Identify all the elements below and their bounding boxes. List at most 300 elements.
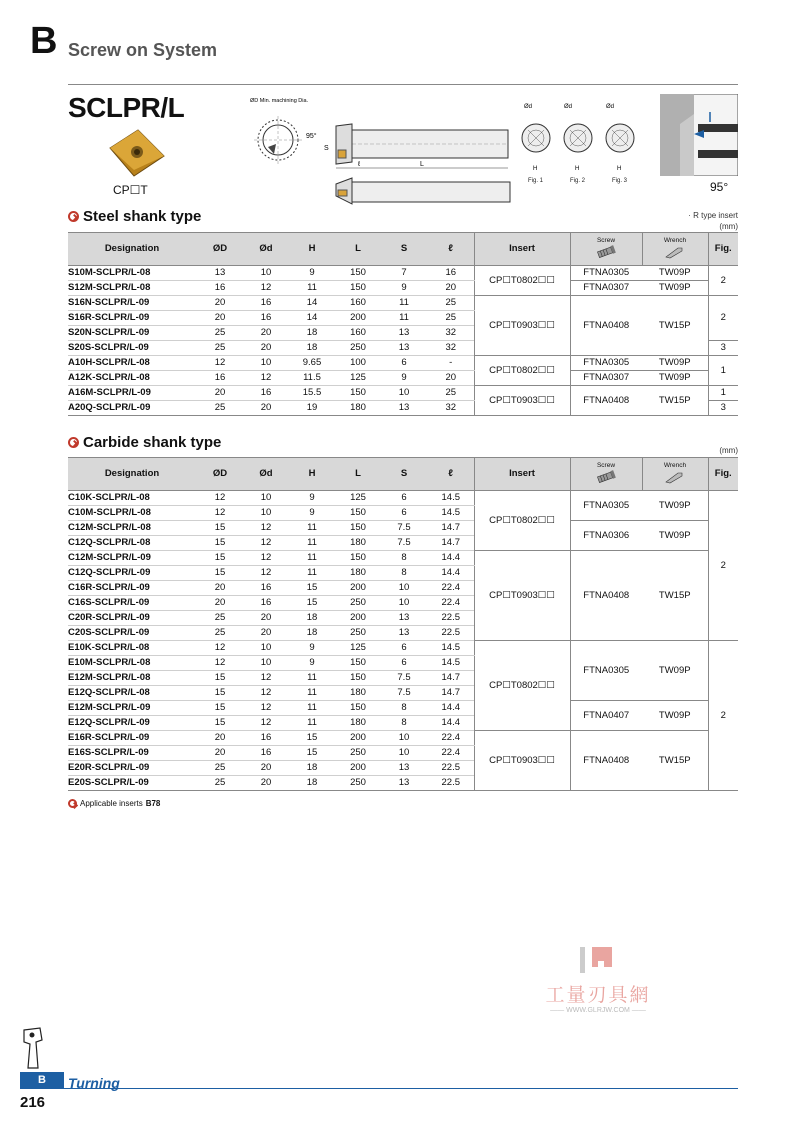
- cell-s: 8: [380, 551, 428, 566]
- cell-insert: CP☐T0802☐☐: [474, 491, 570, 551]
- cell-ell: 22.4: [428, 746, 474, 761]
- section-letter: B: [30, 20, 58, 62]
- product-title: SCLPR/L: [68, 92, 185, 123]
- cell-s: 13: [380, 401, 428, 416]
- cell-designation: C16R-SCLPR/L-09: [68, 581, 196, 596]
- cell-d-outer: 15: [196, 521, 244, 536]
- cell-d-inner: 12: [244, 701, 288, 716]
- cell-h: 18: [288, 776, 336, 791]
- cell-ell: 22.4: [428, 596, 474, 611]
- cell-h: 9: [288, 656, 336, 671]
- cell-d-inner: 12: [244, 686, 288, 701]
- cell-s: 6: [380, 641, 428, 656]
- cell-d-outer: 15: [196, 701, 244, 716]
- cell-h: 9: [288, 641, 336, 656]
- wrench-icon: [664, 470, 686, 484]
- footer-category: Turning: [68, 1075, 120, 1091]
- steel-section-title: [68, 208, 201, 225]
- fig1-section: [522, 104, 550, 184]
- cell-ell: 14.7: [428, 671, 474, 686]
- cell-ell: 14.7: [428, 521, 474, 536]
- cell-h: 15.5: [288, 386, 336, 401]
- cell-ell: 22.5: [428, 776, 474, 791]
- cell-d-inner: 12: [244, 521, 288, 536]
- cell-l: 150: [336, 656, 380, 671]
- cell-h: 18: [288, 326, 336, 341]
- cell-s: 10: [380, 386, 428, 401]
- col-insert: Insert: [474, 458, 570, 491]
- cell-designation: E12Q-SCLPR/L-08: [68, 686, 196, 701]
- cell-d-inner: 20: [244, 341, 288, 356]
- applicable-label: Applicable inserts: [80, 799, 143, 808]
- cell-h: 18: [288, 626, 336, 641]
- cell-d-outer: 25: [196, 326, 244, 341]
- cell-d-inner: 12: [244, 371, 288, 386]
- cell-h: 14: [288, 296, 336, 311]
- cell-wrench: TW09P: [642, 356, 708, 371]
- col-S: S: [380, 233, 428, 266]
- watermark-url: —— WWW.GLRJW.COM ——: [550, 1007, 646, 1014]
- cell-h: 18: [288, 611, 336, 626]
- cell-insert: CP☐T0802☐☐: [474, 641, 570, 731]
- fig2-label: Fig. 2: [570, 178, 586, 184]
- cell-l: 125: [336, 371, 380, 386]
- cell-screw: FTNA0306: [570, 521, 642, 551]
- cell-l: 150: [336, 701, 380, 716]
- cell-h: 18: [288, 341, 336, 356]
- cell-l: 150: [336, 671, 380, 686]
- cell-d-inner: 10: [244, 266, 288, 281]
- cell-d-inner: 12: [244, 551, 288, 566]
- cell-s: 6: [380, 356, 428, 371]
- cell-l: 160: [336, 326, 380, 341]
- arrow-circle-icon: [68, 211, 79, 222]
- cell-d-outer: 20: [196, 311, 244, 326]
- cell-s: 7: [380, 266, 428, 281]
- cell-h: 11.5: [288, 371, 336, 386]
- carbide-shank-table: [68, 457, 738, 791]
- cell-screw: FTNA0408: [570, 296, 642, 356]
- col-designation: Designation: [68, 233, 196, 266]
- cell-d-inner: 16: [244, 311, 288, 326]
- steel-title-text: Steel shank type: [83, 208, 202, 225]
- watermark: [528, 945, 668, 1014]
- header-divider: [68, 84, 738, 85]
- col-ell: ℓ: [428, 458, 474, 491]
- watermark-logo: [578, 945, 618, 975]
- cell-insert: CP☐T0903☐☐: [474, 731, 570, 791]
- table-row: [68, 371, 738, 386]
- col-D: ØD: [196, 458, 244, 491]
- col-fig: Fig.: [708, 233, 738, 266]
- fig3-section: [606, 104, 634, 184]
- cell-d-outer: 16: [196, 371, 244, 386]
- application-illustration: [660, 94, 738, 176]
- arrow-circle-icon: [68, 799, 77, 808]
- col-wrench: [642, 458, 708, 491]
- cell-d-outer: 15: [196, 686, 244, 701]
- turning-tool-icon: [20, 1026, 50, 1070]
- screw-header-label: Screw: [596, 461, 616, 469]
- cell-d-outer: 20: [196, 746, 244, 761]
- cell-designation: A16M-SCLPR/L-09: [68, 386, 196, 401]
- footer-section-tab: B: [20, 1072, 64, 1089]
- cell-d-outer: 12: [196, 506, 244, 521]
- cell-designation: C10K-SCLPR/L-08: [68, 491, 196, 506]
- arrow-circle-icon: [68, 437, 79, 448]
- cell-l: 200: [336, 611, 380, 626]
- cell-s: 10: [380, 746, 428, 761]
- cell-h: 11: [288, 716, 336, 731]
- cell-fig: 2: [708, 491, 738, 641]
- cell-l: 250: [336, 776, 380, 791]
- cell-designation: A12K-SCLPR/L-08: [68, 371, 196, 386]
- cell-d-inner: 12: [244, 281, 288, 296]
- wrench-header-label: Wrench: [663, 236, 687, 244]
- cell-h: 9: [288, 506, 336, 521]
- cell-designation: E12M-SCLPR/L-09: [68, 701, 196, 716]
- col-H: H: [288, 458, 336, 491]
- col-d: Ød: [244, 458, 288, 491]
- footer-divider: [64, 1088, 738, 1089]
- cell-d-inner: 16: [244, 296, 288, 311]
- cell-designation: E20S-SCLPR/L-09: [68, 776, 196, 791]
- cell-d-outer: 20: [196, 386, 244, 401]
- fig2-h-label: H: [575, 166, 580, 172]
- cell-designation: C10M-SCLPR/L-08: [68, 506, 196, 521]
- cell-d-outer: 15: [196, 566, 244, 581]
- cell-l: 250: [336, 746, 380, 761]
- cell-d-outer: 15: [196, 551, 244, 566]
- cell-screw: FTNA0408: [570, 731, 642, 791]
- cell-d-inner: 20: [244, 626, 288, 641]
- s-label: S: [324, 145, 329, 152]
- cell-wrench: TW09P: [642, 701, 708, 731]
- cell-d-inner: 16: [244, 386, 288, 401]
- cell-l: 150: [336, 506, 380, 521]
- cell-designation: E12M-SCLPR/L-08: [68, 671, 196, 686]
- cell-ell: 14.4: [428, 716, 474, 731]
- cell-ell: -: [428, 356, 474, 371]
- cell-s: 6: [380, 491, 428, 506]
- cell-d-inner: 12: [244, 716, 288, 731]
- cell-l: 200: [336, 581, 380, 596]
- cell-s: 9: [380, 371, 428, 386]
- cell-d-inner: 16: [244, 746, 288, 761]
- cell-h: 15: [288, 731, 336, 746]
- cell-screw: FTNA0305: [570, 266, 642, 281]
- cell-designation: S16R-SCLPR/L-09: [68, 311, 196, 326]
- cell-d-outer: 12: [196, 356, 244, 371]
- cell-h: 18: [288, 761, 336, 776]
- insert-icon: [104, 126, 168, 180]
- cell-insert: CP☐T0802☐☐: [474, 266, 570, 296]
- screw-icon: [595, 245, 617, 259]
- col-L: L: [336, 233, 380, 266]
- cell-l: 150: [336, 521, 380, 536]
- col-H: H: [288, 233, 336, 266]
- min-dia-label: ØD Min. machining Dia.: [250, 98, 309, 104]
- steel-shank-table: [68, 232, 738, 416]
- cell-ell: 25: [428, 311, 474, 326]
- fig1-h-label: H: [533, 166, 538, 172]
- cell-s: 7.5: [380, 686, 428, 701]
- col-S: S: [380, 458, 428, 491]
- r-type-note: · R type insert: [688, 211, 738, 220]
- cell-l: 180: [336, 716, 380, 731]
- cell-wrench: TW15P: [642, 296, 708, 356]
- cell-wrench: TW09P: [642, 266, 708, 281]
- table-row: [68, 641, 738, 656]
- tool-schematic: [240, 92, 520, 212]
- cell-designation: E12Q-SCLPR/L-09: [68, 716, 196, 731]
- steel-unit-note: (mm): [719, 222, 738, 231]
- cell-s: 6: [380, 656, 428, 671]
- cell-s: 13: [380, 341, 428, 356]
- cell-d-outer: 15: [196, 536, 244, 551]
- carbide-unit-note: (mm): [719, 446, 738, 455]
- cell-l: 200: [336, 731, 380, 746]
- cell-fig: 2: [708, 266, 738, 296]
- cell-l: 180: [336, 401, 380, 416]
- col-designation: Designation: [68, 458, 196, 491]
- fig1-label: Fig. 1: [528, 178, 544, 184]
- cell-s: 6: [380, 506, 428, 521]
- cell-l: 150: [336, 386, 380, 401]
- cell-s: 11: [380, 296, 428, 311]
- cell-d-outer: 13: [196, 266, 244, 281]
- cell-l: 150: [336, 551, 380, 566]
- col-D: ØD: [196, 233, 244, 266]
- cell-wrench: TW09P: [642, 281, 708, 296]
- col-ell: ℓ: [428, 233, 474, 266]
- cell-d-inner: 10: [244, 656, 288, 671]
- cell-ell: 20: [428, 281, 474, 296]
- cell-d-inner: 10: [244, 506, 288, 521]
- cell-wrench: TW15P: [642, 386, 708, 416]
- cell-d-outer: 25: [196, 761, 244, 776]
- cell-fig: 1: [708, 356, 738, 386]
- cell-screw: FTNA0307: [570, 371, 642, 386]
- cell-s: 11: [380, 311, 428, 326]
- cell-designation: S16N-SCLPR/L-09: [68, 296, 196, 311]
- cell-wrench: TW09P: [642, 521, 708, 551]
- cell-designation: S12M-SCLPR/L-08: [68, 281, 196, 296]
- cell-insert: CP☐T0903☐☐: [474, 551, 570, 641]
- cell-d-outer: 25: [196, 611, 244, 626]
- col-screw: [570, 458, 642, 491]
- table-row: [68, 731, 738, 746]
- fig3-h-label: H: [617, 166, 622, 172]
- cell-ell: 14.5: [428, 491, 474, 506]
- cell-screw: FTNA0408: [570, 551, 642, 641]
- cell-s: 13: [380, 626, 428, 641]
- cell-ell: 14.7: [428, 686, 474, 701]
- cell-l: 250: [336, 596, 380, 611]
- cell-designation: C20S-SCLPR/L-09: [68, 626, 196, 641]
- section-title: Screw on System: [68, 40, 218, 60]
- screw-icon: [595, 470, 617, 484]
- cell-ell: 20: [428, 371, 474, 386]
- cell-d-inner: 10: [244, 641, 288, 656]
- cell-ell: 32: [428, 401, 474, 416]
- ell-label: ℓ: [358, 161, 361, 168]
- table-row: [68, 491, 738, 506]
- cell-screw: FTNA0408: [570, 386, 642, 416]
- cell-h: 11: [288, 701, 336, 716]
- applicable-ref-link[interactable]: B78: [145, 799, 161, 808]
- cell-designation: E16S-SCLPR/L-09: [68, 746, 196, 761]
- l-label: L: [420, 161, 424, 168]
- col-fig: Fig.: [708, 458, 738, 491]
- cell-l: 125: [336, 491, 380, 506]
- screw-header-label: Screw: [596, 236, 616, 244]
- cell-fig: 2: [708, 641, 738, 791]
- cell-designation: S20S-SCLPR/L-09: [68, 341, 196, 356]
- cell-designation: E16R-SCLPR/L-09: [68, 731, 196, 746]
- angle-label: 95°: [306, 133, 317, 140]
- cell-d-inner: 20: [244, 326, 288, 341]
- cell-s: 7.5: [380, 536, 428, 551]
- cell-designation: C12Q-SCLPR/L-08: [68, 536, 196, 551]
- cell-ell: 22.5: [428, 626, 474, 641]
- table-row: [68, 296, 738, 311]
- cell-s: 8: [380, 566, 428, 581]
- cell-d-outer: 15: [196, 671, 244, 686]
- cell-ell: 14.4: [428, 566, 474, 581]
- wrench-header-label: Wrench: [663, 461, 687, 469]
- cell-h: 11: [288, 551, 336, 566]
- cell-h: 15: [288, 581, 336, 596]
- cell-l: 180: [336, 686, 380, 701]
- cell-ell: 16: [428, 266, 474, 281]
- cell-d-inner: 20: [244, 401, 288, 416]
- cell-designation: C12M-SCLPR/L-08: [68, 521, 196, 536]
- cell-d-inner: 10: [244, 356, 288, 371]
- cell-ell: 14.4: [428, 701, 474, 716]
- cell-l: 250: [336, 341, 380, 356]
- cell-fig: 3: [708, 401, 738, 416]
- table-row: [68, 386, 738, 401]
- cell-designation: C12Q-SCLPR/L-09: [68, 566, 196, 581]
- col-screw: [570, 233, 642, 266]
- cell-d-inner: 10: [244, 491, 288, 506]
- table-row: [68, 356, 738, 371]
- cell-d-outer: 12: [196, 491, 244, 506]
- col-wrench: [642, 233, 708, 266]
- cell-fig: 2: [708, 296, 738, 341]
- cell-l: 250: [336, 626, 380, 641]
- cell-d-outer: 12: [196, 641, 244, 656]
- cell-d-inner: 12: [244, 671, 288, 686]
- cell-d-outer: 15: [196, 716, 244, 731]
- cell-d-outer: 16: [196, 281, 244, 296]
- fig1-phi-d: Ød: [524, 104, 533, 110]
- cell-s: 13: [380, 761, 428, 776]
- cell-d-outer: 20: [196, 731, 244, 746]
- approach-angle: 95°: [710, 180, 729, 194]
- cell-d-outer: 25: [196, 626, 244, 641]
- table-row: [68, 521, 738, 536]
- cell-ell: 32: [428, 326, 474, 341]
- cell-screw: FTNA0305: [570, 641, 642, 701]
- cell-fig: 3: [708, 341, 738, 356]
- cell-designation: A10H-SCLPR/L-08: [68, 356, 196, 371]
- cell-designation: C20R-SCLPR/L-09: [68, 611, 196, 626]
- cell-ell: 22.4: [428, 581, 474, 596]
- cell-h: 11: [288, 671, 336, 686]
- cell-designation: E20R-SCLPR/L-09: [68, 761, 196, 776]
- cell-l: 125: [336, 641, 380, 656]
- cell-wrench: TW15P: [642, 731, 708, 791]
- cell-screw: FTNA0305: [570, 491, 642, 521]
- cell-designation: E10M-SCLPR/L-08: [68, 656, 196, 671]
- cell-ell: 14.7: [428, 536, 474, 551]
- table-row: [68, 281, 738, 296]
- wrench-icon: [664, 245, 686, 259]
- cell-s: 13: [380, 326, 428, 341]
- cell-h: 11: [288, 281, 336, 296]
- cell-fig: 1: [708, 386, 738, 401]
- cell-l: 180: [336, 536, 380, 551]
- cell-ell: 14.5: [428, 656, 474, 671]
- cell-ell: 25: [428, 386, 474, 401]
- cell-l: 200: [336, 311, 380, 326]
- cell-s: 7.5: [380, 521, 428, 536]
- cell-l: 160: [336, 296, 380, 311]
- shank-section-figures: [518, 98, 638, 188]
- col-L: L: [336, 458, 380, 491]
- cell-h: 15: [288, 596, 336, 611]
- cell-s: 9: [380, 281, 428, 296]
- cell-designation: A20Q-SCLPR/L-09: [68, 401, 196, 416]
- cell-wrench: TW09P: [642, 371, 708, 386]
- table-header-row: [68, 458, 738, 491]
- cell-designation: S20N-SCLPR/L-09: [68, 326, 196, 341]
- cell-insert: CP☐T0802☐☐: [474, 356, 570, 386]
- page-number: 216: [20, 1094, 46, 1111]
- cell-s: 10: [380, 731, 428, 746]
- cell-ell: 22.4: [428, 731, 474, 746]
- cell-h: 11: [288, 536, 336, 551]
- cell-d-outer: 20: [196, 296, 244, 311]
- table-row: [68, 551, 738, 566]
- cell-d-inner: 20: [244, 761, 288, 776]
- cell-h: 9: [288, 266, 336, 281]
- carbide-section-title: [68, 434, 221, 451]
- watermark-text: 工量刃具網: [545, 985, 651, 1006]
- fig2-phi-d: Ød: [564, 104, 573, 110]
- fig2-section: [564, 104, 592, 184]
- cell-ell: 14.4: [428, 551, 474, 566]
- cell-h: 9: [288, 491, 336, 506]
- cell-d-inner: 16: [244, 731, 288, 746]
- cell-insert: CP☐T0903☐☐: [474, 386, 570, 416]
- cell-wrench: TW15P: [642, 551, 708, 641]
- cell-d-outer: 20: [196, 596, 244, 611]
- cell-l: 200: [336, 761, 380, 776]
- cell-designation: C16S-SCLPR/L-09: [68, 596, 196, 611]
- col-insert: Insert: [474, 233, 570, 266]
- cell-ell: 14.5: [428, 641, 474, 656]
- cell-designation: S10M-SCLPR/L-08: [68, 266, 196, 281]
- cell-h: 11: [288, 521, 336, 536]
- cell-s: 10: [380, 596, 428, 611]
- cell-s: 13: [380, 611, 428, 626]
- cell-d-outer: 12: [196, 656, 244, 671]
- cell-s: 7.5: [380, 671, 428, 686]
- cell-d-inner: 16: [244, 581, 288, 596]
